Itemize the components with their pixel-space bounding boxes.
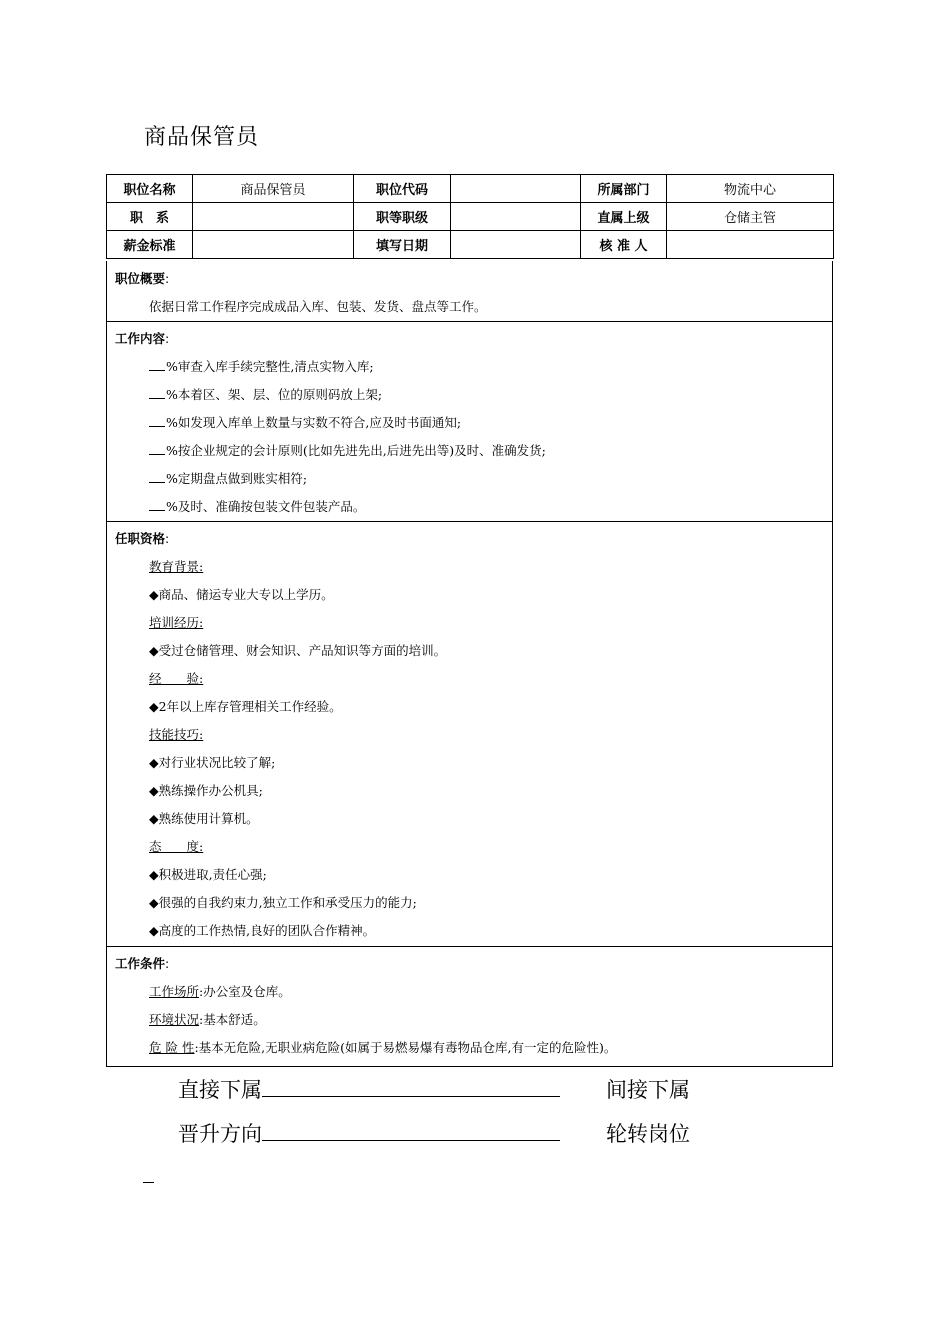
direct-subordinate-blank[interactable]	[262, 1076, 560, 1097]
list-item: %定期盘点做到账实相符;	[149, 469, 307, 487]
overview-section	[106, 261, 833, 322]
list-item: %如发现入库单上数量与实数不符合,应及时书面通知;	[149, 413, 461, 431]
condition-place: 工作场所:办公室及仓库。	[149, 984, 291, 999]
list-item: %及时、准确按包装文件包装产品。	[149, 497, 365, 515]
list-item: ◆积极进取,责任心强;	[149, 867, 267, 882]
list-item: ◆2年以上库存管理相关工作经验。	[149, 699, 342, 714]
table-row	[107, 203, 834, 231]
cell-value	[451, 203, 581, 231]
cell-label: 职位名称	[107, 175, 193, 203]
qualifications-header: 任职资格:	[115, 531, 170, 546]
indirect-subordinate-label: 间接下属	[606, 1078, 690, 1102]
cell-label: 填写日期	[354, 231, 451, 259]
rotation-label: 轮转岗位	[606, 1122, 690, 1146]
list-item: ◆熟练使用计算机。	[149, 811, 259, 826]
cell-value	[451, 231, 581, 259]
table-row	[107, 175, 834, 203]
list-item: %审查入库手续完整性,清点实物入库;	[149, 357, 374, 375]
conditions-section	[106, 946, 833, 1067]
overview-header: 职位概要:	[115, 271, 170, 286]
promotion-blank[interactable]	[262, 1120, 560, 1141]
direct-subordinate-field: 直接下属	[178, 1074, 560, 1104]
list-item: ◆受过仓储管理、财会知识、产品知识等方面的培训。	[149, 643, 447, 658]
table-row	[107, 231, 834, 259]
work-content-header: 工作内容:	[115, 331, 170, 346]
list-item: %按企业规定的会计原则(比如先进先出,后进先出等)及时、准确发货;	[149, 441, 546, 459]
cell-label: 职位代码	[354, 175, 451, 203]
conditions-header: 工作条件:	[115, 956, 170, 971]
cell-label: 所属部门	[581, 175, 667, 203]
promotion-field: 晋升方向	[178, 1118, 560, 1148]
attitude-label: 态 度:	[149, 839, 204, 854]
training-label: 培训经历:	[149, 615, 204, 630]
cell-label: 职 系	[107, 203, 193, 231]
cell-value: 物流中心	[667, 175, 834, 203]
cell-value: 仓储主管	[667, 203, 834, 231]
education-label: 教育背景:	[149, 559, 204, 574]
overview-text: 依据日常工作程序完成成品入库、包装、发货、盘点等工作。	[149, 299, 487, 314]
cell-value	[193, 231, 354, 259]
list-item: ◆很强的自我约束力,独立工作和承受压力的能力;	[149, 895, 417, 910]
cell-value	[193, 203, 354, 231]
qualifications-section	[106, 521, 833, 947]
cell-value	[667, 231, 834, 259]
cell-label: 薪金标准	[107, 231, 193, 259]
page-title: 商品保管员	[144, 125, 260, 150]
cell-value: 商品保管员	[193, 175, 354, 203]
condition-danger: 危 险 性:基本无危险,无职业病危险(如属于易燃易爆有毒物品仓库,有一定的危险性)。	[149, 1040, 617, 1055]
list-item: ◆商品、储运专业大专以上学历。	[149, 587, 334, 602]
cell-label: 核 准 人	[581, 231, 667, 259]
skills-label: 技能技巧:	[149, 727, 204, 742]
cell-value	[451, 175, 581, 203]
cell-label: 职等职级	[354, 203, 451, 231]
list-item: ◆熟练操作办公机具;	[149, 783, 263, 798]
list-item: %本着区、架、层、位的原则码放上架;	[149, 385, 382, 403]
work-content-section	[106, 321, 833, 522]
condition-environment: 环境状况:基本舒适。	[149, 1012, 266, 1027]
position-info-table	[106, 174, 834, 259]
experience-label: 经 验:	[149, 671, 204, 686]
list-item: ◆高度的工作热情,良好的团队合作精神。	[149, 923, 376, 938]
list-item: ◆对行业状况比较了解;	[149, 755, 276, 770]
cell-label: 直属上级	[581, 203, 667, 231]
divider	[143, 1182, 154, 1183]
